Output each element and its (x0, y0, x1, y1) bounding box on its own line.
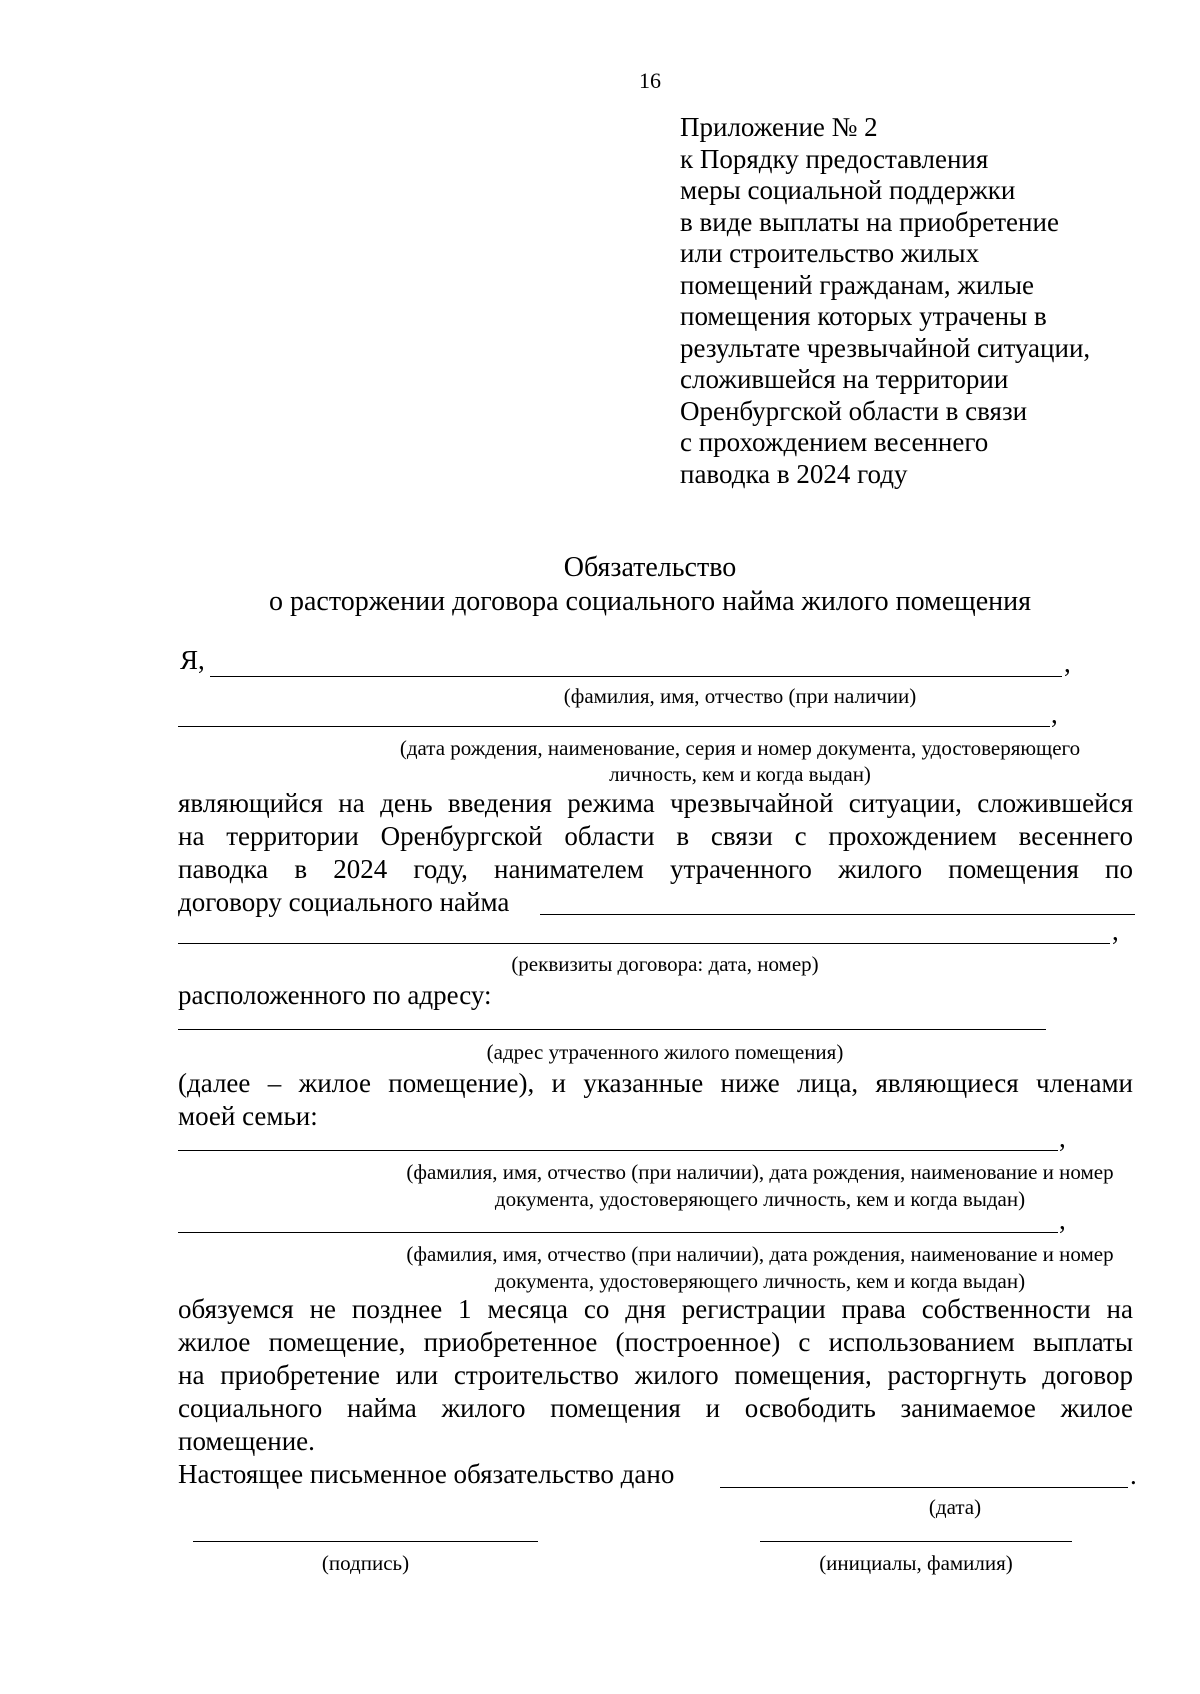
caption-family-member: (фамилия, имя, отчество (при наличии), дата рождения, наименование и номер (406, 1160, 1114, 1184)
comma: , (1051, 699, 1058, 729)
caption-fio: (фамилия, имя, отчество (при наличии) (563, 684, 917, 708)
comma: , (1059, 1123, 1066, 1153)
appendix-line: меры социальной поддержки (680, 175, 1016, 205)
caption-document: личность, кем и когда выдан) (609, 762, 871, 786)
appendix-line: в виде выплаты на приобретение (680, 206, 1059, 237)
comma: , (1059, 1205, 1066, 1235)
caption-family-member: документа, удостоверяющего личность, кем и когда выдан) (494, 1269, 1026, 1293)
caption-document: (дата рождения, наименование, серия и номер документа, удостоверяющего (399, 736, 1081, 760)
document-title: Обязательство (563, 552, 737, 583)
body-line: жилое помещение, приобретенное (построенное) с использованием выплаты (178, 1327, 1133, 1357)
appendix-line: к Порядку предоставления (680, 143, 989, 174)
appendix-line: помещения которых утрачены в (680, 301, 1047, 331)
signature-field-line[interactable] (193, 1541, 538, 1542)
comma: , (1064, 648, 1071, 678)
date-field-line[interactable] (720, 1487, 1128, 1488)
appendix-line: Оренбургской области в связи (680, 395, 1028, 426)
body-line: являющийся на день введения режима чрезвычайной ситуации, сложившейся (178, 788, 1133, 818)
given-prefix: Настоящее письменное обязательство дано (178, 1459, 675, 1489)
contract-field-line[interactable] (540, 914, 1135, 915)
body-line: паводка в 2024 году, нанимателем утраченного жилого помещения по (178, 854, 1133, 884)
body-line: помещение. (178, 1426, 315, 1456)
contract-field-line-2[interactable] (178, 943, 1110, 944)
appendix-line: Приложение № 2 (680, 112, 878, 142)
period: . (1130, 1460, 1137, 1490)
document-subtitle: о расторжении договора социального найма жилого помещения (268, 586, 1032, 617)
family-member-field-line[interactable] (178, 1150, 1058, 1151)
body-line: (далее – жилое помещение), и указанные ниже лица, являющиеся членами (178, 1068, 1133, 1098)
caption-signature: (подпись) (321, 1551, 410, 1575)
appendix-line: сложившейся на территории (680, 364, 1009, 394)
page-number: 16 (639, 68, 661, 93)
appendix-line: помещений гражданам, жилые (680, 269, 1035, 300)
appendix-line: паводка в 2024 году (680, 458, 908, 489)
appendix-line: с прохождением весеннего (680, 427, 989, 457)
body-line: обязуемся не позднее 1 месяца со дня регистрации права собственности на (178, 1294, 1133, 1324)
address-field-line[interactable] (178, 1029, 1046, 1030)
appendix-line: результате чрезвычайной ситуации, (680, 332, 1091, 363)
contract-prefix: договору социального найма (178, 887, 510, 917)
caption-contract: (реквизиты договора: дата, номер) (511, 952, 819, 976)
appendix-line: или строительство жилых (680, 238, 980, 268)
address-prefix: расположенного по адресу: (178, 980, 492, 1010)
body-line: на приобретение или строительство жилого помещения, расторгнуть договор (178, 1360, 1133, 1390)
body-line: моей семьи: (178, 1101, 318, 1131)
body-line: социального найма жилого помещения и освободить занимаемое жилое (178, 1393, 1133, 1423)
caption-date: (дата) (928, 1495, 982, 1519)
comma: , (1112, 916, 1119, 946)
fio-field-line[interactable] (210, 676, 1062, 677)
caption-family-member: (фамилия, имя, отчество (при наличии), дата рождения, наименование и номер (406, 1242, 1114, 1266)
caption-family-member: документа, удостоверяющего личность, кем и когда выдан) (494, 1187, 1026, 1211)
i-prefix: Я, (180, 645, 205, 675)
body-line: на территории Оренбургской области в связи с прохождением весеннего (178, 821, 1133, 851)
family-member-field-line[interactable] (178, 1232, 1058, 1233)
initials-field-line[interactable] (760, 1541, 1072, 1542)
document-field-line[interactable] (178, 726, 1050, 727)
caption-address: (адрес утраченного жилого помещения) (486, 1040, 844, 1064)
caption-initials: (инициалы, фамилия) (819, 1551, 1013, 1575)
appendix-header (680, 112, 1090, 490)
